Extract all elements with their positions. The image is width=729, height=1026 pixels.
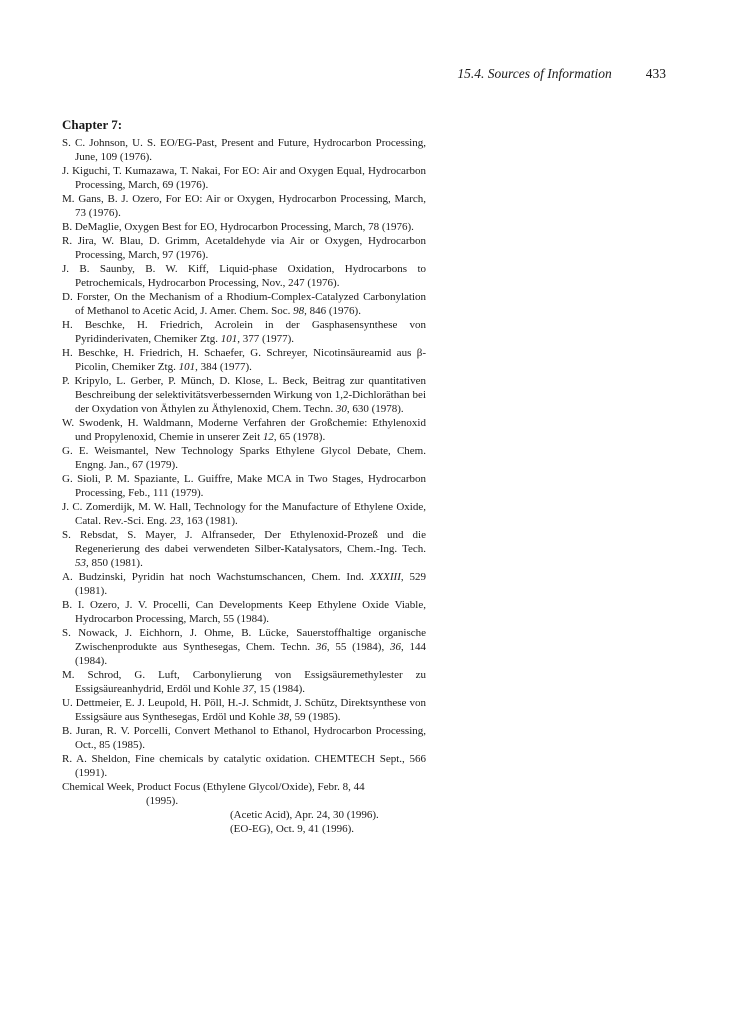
reference-entry: R. Jira, W. Blau, D. Grimm, Acetaldehyde via Air or Oxygen, Hydrocarbon Processing, March, 97 (1976). <box>62 235 426 261</box>
reference-continuation: (Acetic Acid), Apr. 24, 30 (1996). <box>230 809 379 821</box>
reference-entry: S. C. Johnson, U. S. EO/EG-Past, Present and Future, Hydrocarbon Processing, June, 109 (1976). <box>62 137 426 163</box>
reference-entry: B. I. Ozero, J. V. Procelli, Can Developments Keep Ethylene Oxide Viable, Hydrocarbon Processing, March, 55 (1984). <box>62 599 426 625</box>
reference-entry: D. Forster, On the Mechanism of a Rhodium-Complex-Catalyzed Carbonylation of Methanol to Acetic Acid, J. Amer. Chem. Soc. 98, 846 (1976). <box>62 291 426 317</box>
reference-entry: R. A. Sheldon, Fine chemicals by catalytic oxidation. CHEMTECH Sept., 566 (1991). <box>62 753 426 779</box>
reference-entry: P. Kripylo, L. Gerber, P. Münch, D. Klose, L. Beck, Beitrag zur quantitativen Beschreibung der selektivitätsverbessernden Wirkung von 1,2-Dichloräthan bei der Oxydation von Äthylen zu Äthylenoxid, Chem. Techn. 30, 630 (1978). <box>62 375 426 415</box>
reference-entry: S. Rebsdat, S. Mayer, J. Alfranseder, Der Ethylenoxid-Prozeß und die Regenerierung des dabei verwendeten Silber-Katalysators, Chem.-Ing. Tech. 53, 850 (1981). <box>62 529 426 569</box>
reference-list <box>62 136 426 836</box>
reference-entry: J. C. Zomerdijk, M. W. Hall, Technology for the Manufacture of Ethylene Oxide, Catal. Rev.-Sci. Eng. 23, 163 (1981). <box>62 501 426 527</box>
reference-entry: S. Nowack, J. Eichhorn, J. Ohme, B. Lücke, Sauerstoffhaltige organische Zwischenprodukte aus Synthesegas, Chem. Techn. 36, 55 (1984), 36, 144 (1984). <box>62 627 427 667</box>
reference-entry: M. Schrod, G. Luft, Carbonylierung von Essigsäuremethylester zu Essigsäureanhydrid, Erdöl und Kohle 37, 15 (1984). <box>62 669 426 695</box>
reference-entry: G. E. Weismantel, New Technology Sparks Ethylene Glycol Debate, Chem. Engng. Jan., 67 (1979). <box>62 445 426 471</box>
reference-continuation: (1995). <box>146 795 179 807</box>
chapter-heading: Chapter 7: <box>62 117 123 132</box>
running-header <box>60 66 666 82</box>
section-title: 15.4. Sources of Information <box>457 66 612 81</box>
reference-entry: A. Budzinski, Pyridin hat noch Wachstumschancen, Chem. Ind. XXXIII, 529 (1981). <box>62 571 426 597</box>
reference-entry: J. Kiguchi, T. Kumazawa, T. Nakai, For EO: Air and Oxygen Equal, Hydrocarbon Processing, March, 69 (1976). <box>62 165 426 191</box>
reference-entry: B. DeMaglie, Oxygen Best for EO, Hydrocarbon Processing, March, 78 (1976). <box>62 221 414 233</box>
reference-entry: Chemical Week, Product Focus (Ethylene Glycol/Oxide), Febr. 8, 44 <box>62 781 365 793</box>
reference-entry: W. Swodenk, H. Waldmann, Moderne Verfahren der Großchemie: Ethylenoxid und Propylenoxid, Chemie in unserer Zeit 12, 65 (1978). <box>62 417 426 443</box>
reference-entry: M. Gans, B. J. Ozero, For EO: Air or Oxygen, Hydrocarbon Processing, March, 73 (1976). <box>62 193 426 219</box>
reference-continuation: (EO-EG), Oct. 9, 41 (1996). <box>230 823 355 835</box>
reference-entry: J. B. Saunby, B. W. Kiff, Liquid-phase Oxidation, Hydrocarbons to Petrochemicals, Hydrocarbon Processing, Nov., 247 (1976). <box>62 263 426 289</box>
reference-entry: U. Dettmeier, E. J. Leupold, H. Pöll, H.-J. Schmidt, J. Schütz, Direktsynthese von Essigsäure aus Synthesegas, Erdöl und Kohle 38, 59 (1985). <box>62 697 426 723</box>
reference-entry: H. Beschke, H. Friedrich, H. Schaefer, G. Schreyer, Nicotinsäureamid aus β-Picolin, Chemiker Ztg. 101, 384 (1977). <box>62 347 426 373</box>
reference-entry: B. Juran, R. V. Porcelli, Convert Methanol to Ethanol, Hydrocarbon Processing, Oct., 85 (1985). <box>62 725 426 751</box>
reference-entry: G. Sioli, P. M. Spaziante, L. Guiffre, Make MCA in Two Stages, Hydrocarbon Processing, Feb., 111 (1979). <box>62 473 426 499</box>
page-number: 433 <box>645 66 666 81</box>
reference-entry: H. Beschke, H. Friedrich, Acrolein in der Gasphasensynthese von Pyridinderivaten, Chemiker Ztg. 101, 377 (1977). <box>62 319 426 345</box>
